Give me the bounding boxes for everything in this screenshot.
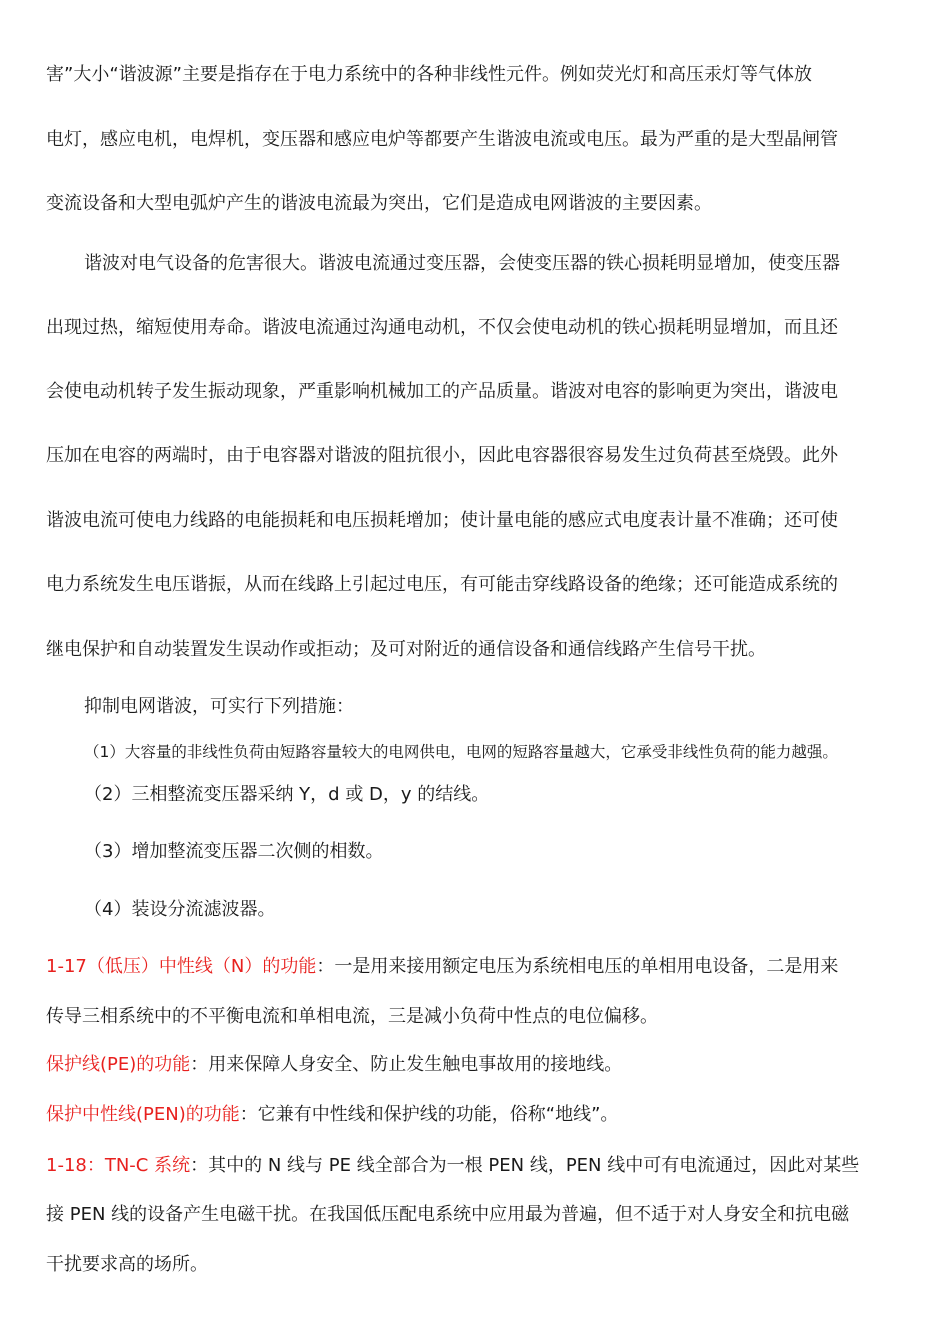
- section-text: ：它兼有中性线和保护线的功能，俗称“地线”。: [239, 1104, 619, 1125]
- section-title: 1-17（低压）中性线（N）的功能: [46, 956, 317, 977]
- p2-line: 继电保护和自动装置发生误动作或拒动；及可对附近的通信设备和通信线路产生信号干扰。: [46, 639, 766, 660]
- p2-line: 谐波对电气设备的危害很大。谐波电流通过变压器，会使变压器的铁心损耗明显增加，使变压器: [84, 253, 840, 274]
- section-1-17-cont: 传导三相系统中的不平衡电流和单相电流，三是减小负荷中性点的电位偏移。: [46, 1006, 658, 1027]
- section-text: ：一是用来接用额定电压为系统相电压的单相用电设备，二是用来: [316, 956, 839, 977]
- measure-item: （2）三相整流变压器采纳 Y，d 或 D，y 的结线。: [84, 784, 490, 805]
- section-text: ：用来保障人身安全、防止发生触电事故用的接地线。: [190, 1054, 623, 1075]
- measure-item: （1）大容量的非线性负荷由短路容量较大的电网供电，电网的短路容量越大，它承受非线性负荷的能力越强。: [84, 743, 838, 761]
- p1-line: 变流设备和大型电弧炉产生的谐波电流最为突出，它们是造成电网谐波的主要因素。: [46, 193, 712, 214]
- p1-line: 害”大小“谐波源”主要是指存在于电力系统中的各种非线性元件。例如荧光灯和高压汞灯等气体放: [46, 64, 812, 85]
- section-text: ：其中的 N 线与 PE 线全部合为一根 PEN 线，PEN 线中可有电流通过，因此对某些: [190, 1155, 860, 1176]
- section-1-18-cont: 干扰要求高的场所。: [46, 1254, 208, 1275]
- p2-line: 电力系统发生电压谐振，从而在线路上引起过电压，有可能击穿线路设备的绝缘；还可能造成系统的: [46, 574, 838, 595]
- section-pen: [46, 1103, 618, 1127]
- section-title: 保护线(PE)的功能: [46, 1054, 191, 1075]
- p2-line: 谐波电流可使电力线路的电能损耗和电压损耗增加；使计量电能的感应式电度表计量不准确；还可使: [46, 510, 838, 531]
- section-1-17: [46, 955, 838, 979]
- section-1-18-cont: 接 PEN 线的设备产生电磁干扰。在我国低压配电系统中应用最为普遍，但不适于对人身安全和抗电磁: [46, 1204, 850, 1225]
- section-title: 1-18：TN-C 系统: [46, 1155, 191, 1176]
- p2-line: 会使电动机转子发生振动现象，严重影响机械加工的产品质量。谐波对电容的影响更为突出，谐波电: [46, 381, 838, 402]
- section-pe: [46, 1053, 622, 1077]
- section-1-18: [46, 1154, 859, 1178]
- p2-line: 压加在电容的两端时，由于电容器对谐波的阻抗很小，因此电容器很容易发生过负荷甚至烧毁。此外: [46, 445, 838, 466]
- measure-item: （4）装设分流滤波器。: [84, 899, 276, 920]
- measure-item: （3）增加整流变压器二次侧的相数。: [84, 841, 384, 862]
- p2-line: 出现过热，缩短使用寿命。谐波电流通过沟通电动机，不仅会使电动机的铁心损耗明显增加，而且还: [46, 317, 838, 338]
- p1-line: 电灯，感应电机，电焊机，变压器和感应电炉等都要产生谐波电流或电压。最为严重的是大型晶闸管: [46, 129, 838, 150]
- section-title: 保护中性线(PEN)的功能: [46, 1104, 240, 1125]
- measures-intro: 抑制电网谐波，可实行下列措施：: [84, 696, 354, 717]
